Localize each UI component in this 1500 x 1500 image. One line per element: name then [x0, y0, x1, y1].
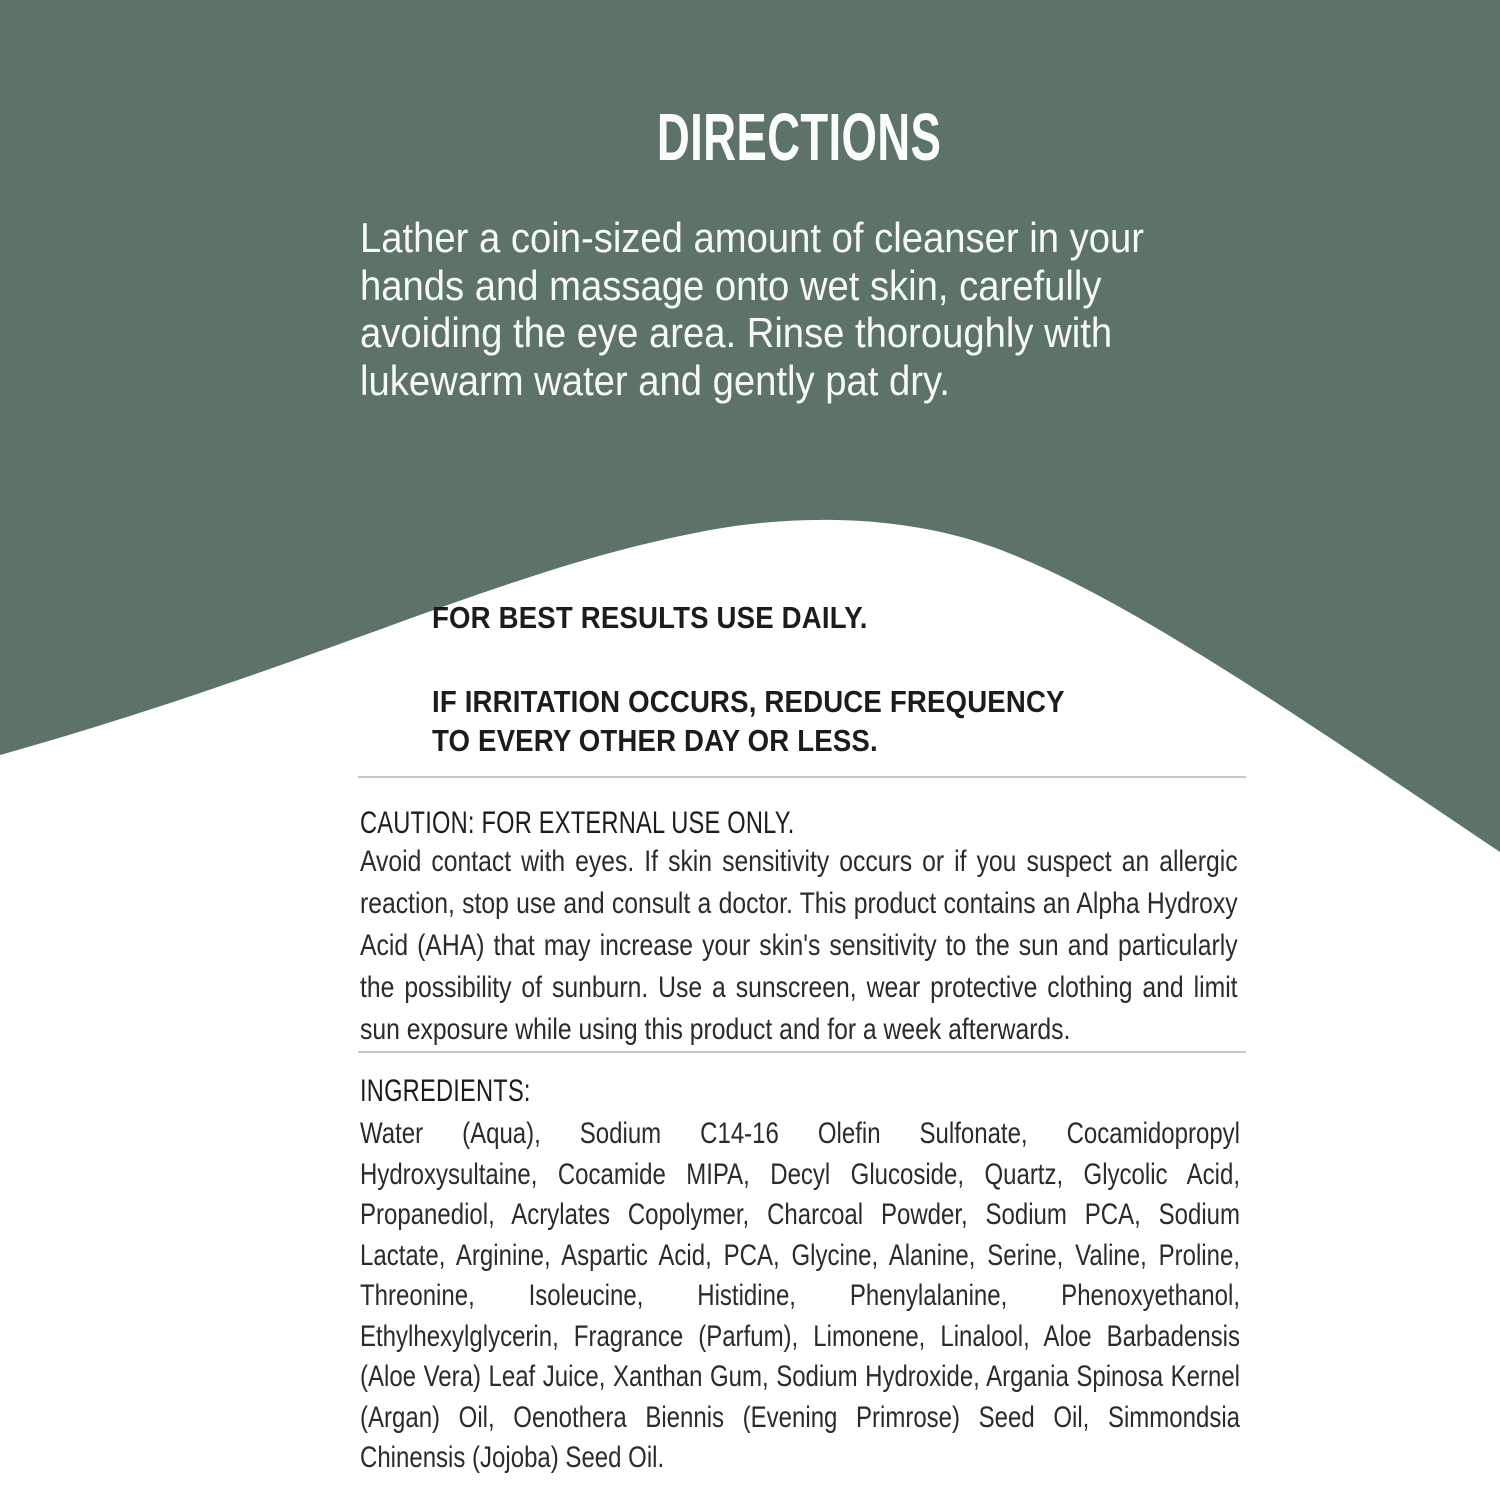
text-line: Lactate, Arginine, Aspartic Acid, PCA, Glycine, Alanine, Serine, Valine, Proline, — [360, 1238, 1240, 1272]
caution-text — [360, 841, 1238, 1051]
divider-top — [358, 776, 1246, 778]
text-line: lukewarm water and gently pat dry. — [360, 356, 950, 404]
text-line: Threonine, Isoleucine, Histidine, Phenylalanine, Phenoxyethanol, — [360, 1279, 1240, 1312]
ingredients-heading: INGREDIENTS: — [360, 1072, 531, 1108]
text-line: avoiding the eye area. Rinse thoroughly with — [360, 309, 1113, 356]
text-line: hands and massage onto wet skin, carefully — [360, 261, 1102, 309]
text-line: Chinensis (Jojoba) Seed Oil. — [360, 1441, 665, 1474]
text-line: (Argan) Oil, Oenothera Biennis (Evening Primrose) Seed Oil, Simmondsia — [360, 1400, 1240, 1434]
divider-bottom — [358, 1051, 1246, 1053]
text-line: Lather a coin-sized amount of cleanser in your — [360, 214, 1144, 261]
text-line: Ethylhexylglycerin, Fragrance (Parfum), Limonene, Linalool, Aloe Barbadensis — [360, 1319, 1240, 1353]
text-line: Hydroxysultaine, Cocamide MIPA, Decyl Glucoside, Quartz, Glycolic Acid, — [360, 1157, 1240, 1191]
caution-heading: CAUTION: FOR EXTERNAL USE ONLY. — [360, 804, 795, 840]
text-line: Propanediol, Acrylates Copolymer, Charcoal Powder, Sodium PCA, Sodium — [360, 1198, 1240, 1231]
text-line: TO EVERY OTHER DAY OR LESS. — [432, 723, 878, 758]
page-title: DIRECTIONS — [656, 100, 942, 175]
usage-note-daily — [432, 598, 868, 637]
text-line: IF IRRITATION OCCURS, REDUCE FREQUENCY — [432, 684, 1065, 719]
usage-note-irritation — [432, 682, 1065, 760]
ingredients-text — [360, 1114, 1240, 1479]
text-line: Water (Aqua), Sodium C14-16 Olefin Sulfonate, Cocamidopropyl — [360, 1117, 1240, 1150]
usage-note-daily-text: FOR BEST RESULTS USE DAILY. — [432, 600, 868, 635]
text-line: the possibility of sunburn. Use a sunscreen, wear protective clothing and limit — [360, 971, 1238, 1004]
text-line: Acid (AHA) that may increase your skin's sensitivity to the sun and particularly — [360, 929, 1238, 962]
directions-text — [360, 214, 1252, 404]
text-line: reaction, stop use and consult a doctor. This product contains an Alpha Hydroxy — [360, 887, 1238, 920]
text-line: sun exposure while using this product and for a week afterwards. — [360, 1013, 1071, 1046]
directions-title-row — [360, 100, 1238, 175]
text-line: (Aloe Vera) Leaf Juice, Xanthan Gum, Sodium Hydroxide, Argania Spinosa Kernel — [360, 1360, 1240, 1393]
text-line: Avoid contact with eyes. If skin sensitivity occurs or if you suspect an allergic — [360, 845, 1238, 878]
